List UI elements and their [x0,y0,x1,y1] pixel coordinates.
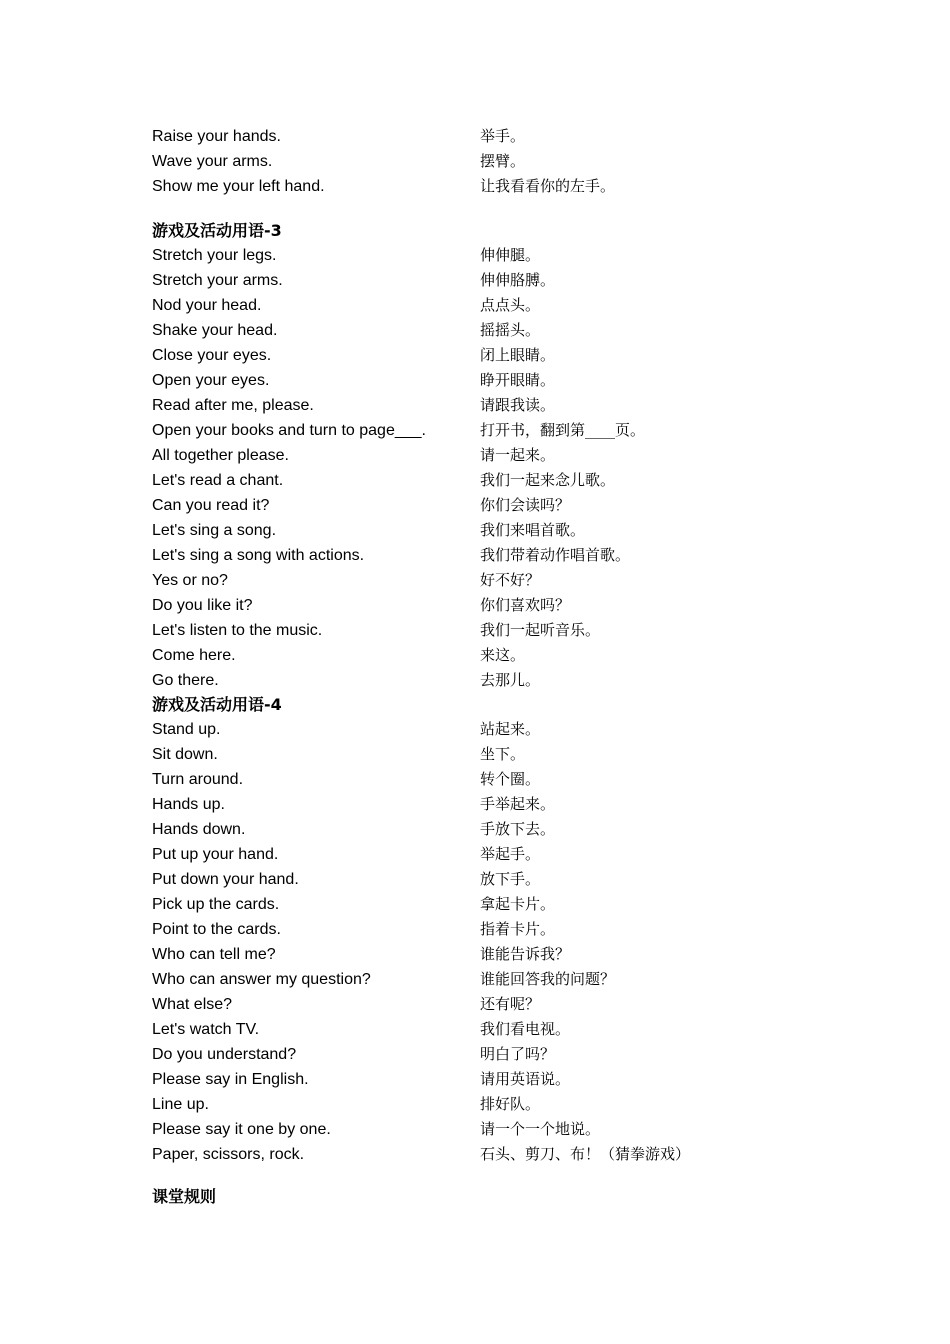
english-phrase: Read after me, please. [152,397,314,414]
chinese-translation: 你们喜欢吗？ [480,596,571,614]
phrase-row [0,418,950,443]
phrase-row [0,568,950,593]
chinese-translation: 举手。 [480,127,526,145]
english-phrase: Yes or no? [152,572,228,589]
english-phrase: Turn around. [152,771,244,788]
chinese-translation: 我们看电视。 [480,1020,571,1038]
phrase-row [0,817,950,842]
chinese-translation: 点点头。 [480,296,541,314]
chinese-translation: 好不好？ [480,571,541,589]
english-phrase: Show me your left hand. [152,178,325,195]
chinese-translation: 手举起来。 [480,795,556,813]
phrase-row [0,668,950,693]
english-phrase: Open your eyes. [152,372,270,389]
english-phrase: Please say it one by one. [152,1121,331,1138]
phrase-row [0,942,950,967]
phrase-row [0,124,950,149]
chinese-translation: 你们会读吗？ [480,496,571,514]
chinese-translation: 放下手。 [480,870,541,888]
english-phrase: Close your eyes. [152,347,272,364]
phrase-row [0,1017,950,1042]
chinese-translation: 我们带着动作唱首歌。 [480,546,631,564]
english-phrase: Do you like it? [152,597,253,614]
phrase-row [0,767,950,792]
chinese-translation: 我们一起听音乐。 [480,621,601,639]
english-phrase: Point to the cards. [152,921,281,938]
chinese-translation: 摆臂。 [480,152,526,170]
section-heading: 课堂规则 [152,1187,217,1206]
phrase-row [0,393,950,418]
english-phrase: Pick up the cards. [152,896,280,913]
english-phrase: Let's listen to the music. [152,622,323,639]
phrase-row [0,717,950,742]
english-phrase: Put down your hand. [152,871,299,888]
phrase-row [0,992,950,1017]
chinese-translation: 举起手。 [480,845,541,863]
phrase-row [0,1142,950,1167]
chinese-translation: 请用英语说。 [480,1070,571,1088]
english-phrase: Sit down. [152,746,218,763]
phrase-row [0,1117,950,1142]
phrase-row [0,368,950,393]
chinese-translation: 去那儿。 [480,671,541,689]
english-phrase: Come here. [152,647,236,664]
phrase-row [0,1042,950,1067]
phrase-row [0,493,950,518]
phrase-row [0,343,950,368]
chinese-translation: 转个圈。 [480,770,541,788]
phrase-row [0,792,950,817]
chinese-translation: 坐下。 [480,745,526,763]
chinese-translation: 指着卡片。 [480,920,556,938]
phrase-row [0,468,950,493]
english-phrase: Wave your arms. [152,153,273,170]
phrase-row [0,892,950,917]
phrase-row [0,443,950,468]
phrase-row [0,867,950,892]
chinese-translation: 拿起卡片。 [480,895,556,913]
english-phrase: Stretch your arms. [152,272,283,289]
chinese-translation: 站起来。 [480,720,541,738]
chinese-translation: 请跟我读。 [480,396,556,414]
english-phrase: Line up. [152,1096,209,1113]
phrase-row [0,243,950,268]
chinese-translation: 我们来唱首歌。 [480,521,586,539]
chinese-translation: 睁开眼睛。 [480,371,556,389]
english-phrase: Let's sing a song. [152,522,277,539]
phrase-row [0,318,950,343]
english-phrase: Stretch your legs. [152,247,277,264]
chinese-translation: 石头、剪刀、布！（猜拳游戏） [480,1145,691,1163]
english-phrase: Shake your head. [152,322,278,339]
english-phrase: Do you understand? [152,1046,297,1063]
english-phrase: Put up your hand. [152,846,279,863]
english-phrase: Nod your head. [152,297,262,314]
english-phrase: Please say in English. [152,1071,309,1088]
phrase-row [0,149,950,174]
chinese-translation: 摇摇头。 [480,321,541,339]
chinese-translation: 伸伸腿。 [480,246,541,264]
phrase-row [0,618,950,643]
phrase-row [0,174,950,199]
english-phrase: Open your books and turn to page___. [152,422,426,439]
phrase-row [0,293,950,318]
english-phrase: Hands down. [152,821,246,838]
chinese-translation: 闭上眼睛。 [480,346,556,364]
chinese-translation: 我们一起来念儿歌。 [480,471,616,489]
chinese-translation: 手放下去。 [480,820,556,838]
phrase-row [0,917,950,942]
english-phrase: Let's read a chant. [152,472,284,489]
section-heading: 游戏及活动用语-4 [152,695,282,714]
phrase-row [0,543,950,568]
english-phrase: Hands up. [152,796,225,813]
chinese-translation: 明白了吗？ [480,1045,556,1063]
phrase-row [0,268,950,293]
phrase-row [0,643,950,668]
english-phrase: Who can tell me? [152,946,276,963]
chinese-translation: 请一个一个地说。 [480,1120,601,1138]
english-phrase: Let's sing a song with actions. [152,547,365,564]
section-heading: 游戏及活动用语-3 [152,221,282,240]
phrase-row [0,1067,950,1092]
chinese-translation: 还有呢？ [480,995,541,1013]
chinese-translation: 让我看看你的左手。 [480,177,616,195]
chinese-translation: 谁能告诉我？ [480,945,571,963]
english-phrase: Raise your hands. [152,128,281,145]
english-phrase: Who can answer my question? [152,971,371,988]
phrase-row [0,593,950,618]
english-phrase: Paper, scissors, rock. [152,1146,305,1163]
english-phrase: What else? [152,996,233,1013]
english-phrase: Stand up. [152,721,221,738]
chinese-translation: 来这。 [480,646,526,664]
chinese-translation: 伸伸胳膊。 [480,271,556,289]
chinese-translation: 打开书，翻到第____页。 [480,421,646,439]
chinese-translation: 谁能回答我的问题？ [480,970,616,988]
chinese-translation: 请一起来。 [480,446,556,464]
english-phrase: All together please. [152,447,289,464]
phrase-row [0,518,950,543]
phrase-row [0,967,950,992]
english-phrase: Let's watch TV. [152,1021,260,1038]
phrase-row [0,842,950,867]
phrase-row [0,1092,950,1117]
phrase-row [0,742,950,767]
english-phrase: Can you read it? [152,497,270,514]
english-phrase: Go there. [152,672,219,689]
chinese-translation: 排好队。 [480,1095,541,1113]
